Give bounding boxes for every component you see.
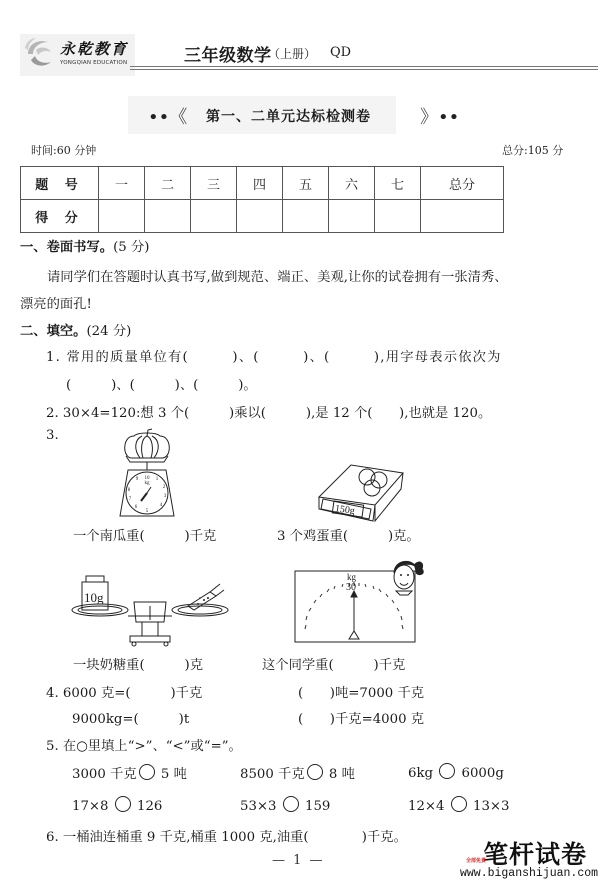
compare-left: 6kg [408,766,434,781]
exam-time: 时间:60 分钟 [31,144,97,157]
score-cell[interactable] [237,200,283,233]
dial-reading: 30 [346,582,356,593]
question-2: 2. 30×4=120:想 3 个( )乘以( ),是 12 个( ),也就是 120。 [46,406,492,421]
compare-circle[interactable] [139,764,155,780]
score-cell[interactable] [329,200,375,233]
section-points: (24 分) [86,324,132,339]
compare-left: 3000 千克 [72,767,137,782]
question-4-a: 4. 6000 克=( )千克 [46,686,203,701]
compare-right: 8 吨 [328,767,355,782]
pumpkin-scale-figure [110,428,185,520]
table-header-cell: 题 号 [21,167,99,200]
question-4-d: ( )千克=4000 克 [298,712,425,727]
table-header-cell: 三 [191,167,237,200]
score-cell[interactable] [283,200,329,233]
table-row-label: 得 分 [21,200,99,233]
logo-text: 永乾教育 [60,40,129,58]
compare-left: 12×4 [408,799,445,814]
question-3d-caption: 这个同学重( )千克 [262,658,406,673]
weight-label: 10g [84,590,104,605]
dial-unit: kg [347,572,356,582]
compare-circle[interactable] [439,763,455,779]
section-2-heading [20,320,131,339]
svg-text:6: 6 [134,505,138,510]
volume-label: （上册） [268,47,317,61]
table-row [21,200,504,233]
svg-text:8: 8 [127,488,131,493]
compare-item [240,796,330,814]
table-header-cell: 一 [99,167,145,200]
question-1: 1. 常用的质量单位有( )、( )、( ),用字母表示依次为 [46,350,502,365]
compare-left: 17×8 [72,799,109,814]
section-1-text: 漂亮的面孔! [20,297,92,312]
svg-text:9: 9 [135,477,139,482]
section-1-text: 请同学们在答题时认真书写,做到规范、端正、美观,让你的试卷拥有一张清秀、 [47,270,508,285]
score-cell[interactable] [99,200,145,233]
table-row [21,167,504,200]
exam-title: 第一、二单元达标检测卷 [206,109,371,125]
svg-text:2: 2 [162,485,166,490]
compare-right: 6000g [461,766,504,781]
compare-right: 159 [305,799,331,814]
watermark-title: 笔杆试卷 [483,840,588,869]
watermark-badge: 全部免费 [466,858,487,864]
table-header-cell: 五 [283,167,329,200]
compare-right: 126 [137,799,163,814]
score-cell[interactable] [421,200,504,233]
table-header-cell: 二 [145,167,191,200]
compare-circle[interactable] [307,764,323,780]
logo-subtitle: YONGQIAN EDUCATION [60,60,128,66]
section-1-heading [20,236,149,255]
question-3b-caption: 3 个鸡蛋重( )克。 [277,529,420,544]
ornament-left-icon: ••《 [148,107,188,128]
svg-text:4: 4 [159,503,163,508]
subject-title: 三年级数学 [184,46,272,66]
compare-circle[interactable] [451,796,467,812]
compare-right: 13×3 [473,799,510,814]
table-header-cell: 七 [375,167,421,200]
section-title: 一、卷面书写。 [20,240,114,255]
scale-display: 150g [334,503,356,517]
compare-left: 8500 千克 [240,767,305,782]
score-table [20,166,504,233]
question-5: 5. 在○里填上“>”、“<”或“=”。 [46,739,242,754]
svg-text:10: 10 [144,476,150,481]
section-points: (5 分) [113,240,150,255]
question-3c-caption: 一块奶糖重( )克 [73,658,204,673]
question-1-cont: ( )、( )、( )。 [66,378,257,393]
ornament-right-icon: 》•• [420,107,460,128]
score-cell[interactable] [375,200,421,233]
compare-item [240,763,355,782]
egg-scale-figure [315,455,405,523]
table-header-cell: 六 [329,167,375,200]
compare-right: 5 吨 [160,767,187,782]
page-number: — 1 — [272,853,325,868]
score-cell[interactable] [191,200,237,233]
compare-item [72,796,162,814]
question-3-label: 3. [46,428,59,443]
logo-swirl-icon [22,36,56,70]
header-rule [130,69,598,70]
compare-item [408,763,504,781]
candy-balance-figure [70,572,230,652]
table-header-cell: 四 [237,167,283,200]
question-4-c: 9000kg=( )t [72,712,190,727]
exam-total: 总分:105 分 [502,144,564,157]
compare-item [72,763,187,782]
svg-text:kg: kg [144,481,150,486]
question-3a-caption: 一个南瓜重( )千克 [73,529,217,544]
svg-text:1: 1 [155,477,159,482]
watermark-url: www.biganshijuan.com [460,867,599,880]
compare-item [408,796,510,814]
question-6: 6. 一桶油连桶重 9 千克,桶重 1000 克,油重( )千克。 [46,830,407,845]
body-scale-figure [290,555,430,650]
header-rule [130,66,598,67]
svg-text:7: 7 [128,497,132,502]
edition-label: QD [330,45,352,60]
question-4-b: ( )吨=7000 千克 [298,686,425,701]
svg-text:3: 3 [163,494,167,499]
compare-circle[interactable] [115,796,131,812]
section-title: 二、填空。 [20,324,87,339]
compare-left: 53×3 [240,799,277,814]
table-header-cell: 总分 [421,167,504,200]
svg-text:5: 5 [145,509,149,514]
compare-circle[interactable] [283,796,299,812]
score-cell[interactable] [145,200,191,233]
